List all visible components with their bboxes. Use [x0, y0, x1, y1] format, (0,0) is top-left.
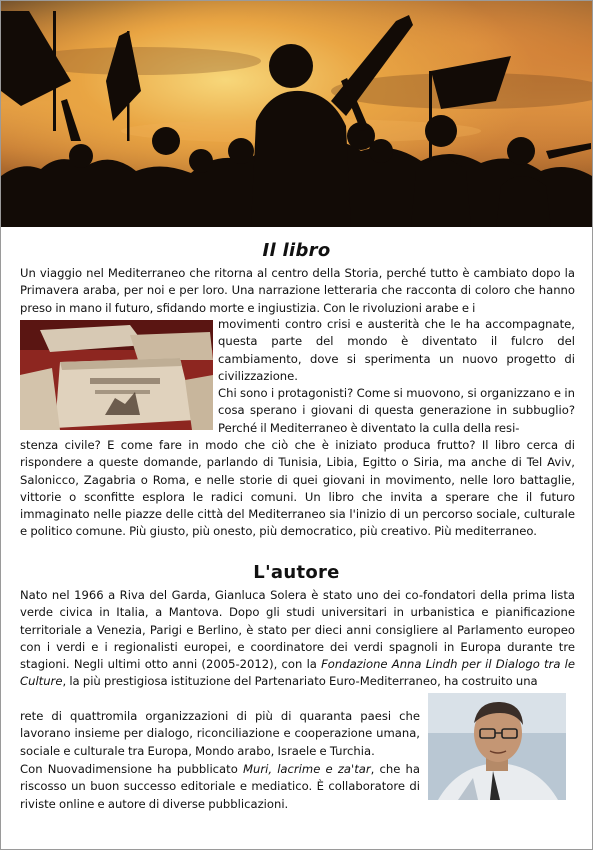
libro-paragraph-4: stenza civile? E come fare in modo che ciò che è iniziato produca frutto? Il libro cerca di rispondere a queste domande, parlando di Tunisia, Libia, Egitto o Siria, ma anche di Tel Aviv, Salonicco, Zagabria o Roma, e nelle storie di quei giovani in movimento, nelle loro battaglie, vittorie o sconfitte esplora le radici comuni. Un libro che invita a sperare che il futuro immaginato nelle piazze delle città del Mediterraneo sia l'inizio di un percorso sociale, culturale e politico comune. Più giusto, più onesto, più democratico, più creativo. Più mediterraneo. [20, 438, 575, 539]
autore-paragraph-1 [20, 587, 575, 691]
section-title-libro: Il libro [262, 240, 331, 261]
libro-paragraph-3: Chi sono i protagonisti? Come si muovono, si organizzano e in cosa sperano i giovani di questa generazione in subbuglio? Perché il Mediterraneo è diventato la culla della resi- [218, 386, 575, 435]
publication-intro: Con Nuovadimensione ha pubblicato [20, 762, 243, 776]
book-title: Muri, lacrime e za'tar [243, 762, 371, 776]
autore-text-a: Nato nel 1966 a Riva del Garda, Gianluca Solera è stato uno dei co-fondatori della prima lista verde civica in Italia, a Mantova. Dopo gli studi universitari in urbanistica e pianificazione territoriale a Venezia, Parigi e Berlino, è stato per dieci anni consigliere al Parlamento europeo con i verdi e i regionalisti europei, e coordinatore dei verdi spagnoli in Europa durante tre stagioni. Negli ultimi otto anni (2005-2012), con la [20, 588, 575, 672]
books-stack-image [20, 320, 213, 430]
author-portrait-image [428, 693, 566, 800]
autore-text-b: , la più prestigiosa istituzione del Partenariato Euro-Mediterraneo, ha costruito una [62, 674, 538, 689]
foundation-name: Fondazione Anna Lindh per il Dialogo tra le Culture [20, 657, 575, 689]
author-photo [428, 693, 566, 800]
section-title-autore: L'autore [253, 562, 340, 583]
libro-paragraph-2: movimenti contro crisi e austerità che le ha accompagnate, questa parte del mondo è diventato il fulcro del cambiamento, dove si sperimenta un nuovo progetto di civilizzazione. [218, 317, 575, 383]
autore-paragraph-3 [20, 761, 420, 813]
banner-image [1, 1, 592, 227]
autore-paragraph-2: rete di quattromila organizzazioni di più di quaranta paesi che lavorano insieme per dialogo, riconciliazione e cooperazione umana, sociale e culturale tra Europa, Mondo arabo, Israele e Turchia. [20, 709, 420, 758]
protest-silhouette [1, 1, 592, 227]
book-photo [20, 320, 213, 430]
publication-rest: , che ha riscosso un buon successo editoriale e mediatico. È collaboratore di riviste online e autore di diverse pubblicazioni. [20, 762, 420, 811]
libro-paragraph-1: Un viaggio nel Mediterraneo che ritorna al centro della Storia, perché tutto è cambiato dopo la Primavera araba, per noi e per loro. Una narrazione letteraria che racconta di coloro che hanno preso in mano il futuro, sfidando morte e ingiustizia. Con le rivoluzioni arabe e i [20, 266, 575, 315]
